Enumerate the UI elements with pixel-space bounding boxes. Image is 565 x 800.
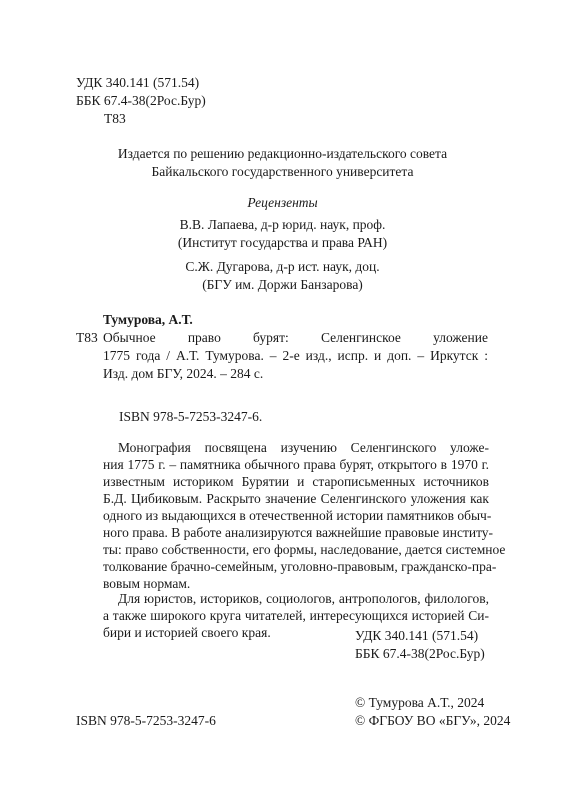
bbk-code: ББК 67.4-38(2Рос.Бур) — [76, 93, 206, 108]
bib-description — [103, 329, 488, 383]
abstract-line: Монография посвящена изучению Селенгинского уложе- — [118, 440, 489, 455]
reviewer-2-name: С.Ж. Дугарова, д-р ист. наук, доц. — [185, 259, 380, 274]
bib-line-2: 1775 года / А.Т. Тумурова. – 2-е изд., испр. и доп. – Иркутск : — [103, 348, 488, 363]
isbn-main: ISBN 978-5-7253-3247-6. — [119, 409, 263, 424]
abstract-line: ты: право собственности, его формы, наследование, дается системное — [103, 542, 506, 557]
abstract-line: Для юристов, историков, социологов, антропологов, филологов, — [118, 591, 489, 606]
copyright-publisher: © ФГБОУ ВО «БГУ», 2024 — [355, 713, 511, 728]
reviewers-heading: Рецензенты — [247, 195, 318, 210]
abstract-line: а также широкого круга читателей, интересующихся историей Си- — [103, 608, 489, 623]
publisher-note-line-2: Байкальского государственного университета — [151, 164, 414, 179]
abstract-line: ния 1775 г. – памятника обычного права бурят, открытого в 1970 г. — [103, 457, 489, 472]
bib-author: Тумурова, А.Т. — [103, 312, 193, 327]
bbk-code-repeat: ББК 67.4-38(2Рос.Бур) — [355, 646, 485, 661]
abstract-line: толкование брачно-семейным, уголовно-правовым, гражданско-пра- — [103, 559, 497, 574]
reviewer-1-name: В.В. Лапаева, д-р юрид. наук, проф. — [179, 217, 386, 232]
udk-code-repeat: УДК 340.141 (571.54) — [355, 628, 479, 643]
reviewer-1-affiliation: (Институт государства и права РАН) — [177, 235, 388, 250]
reviewer-2-affiliation: (БГУ им. Доржи Банзарова) — [202, 277, 363, 292]
abstract-line: бири и историей своего края. — [103, 625, 271, 640]
isbn-footer: ISBN 978-5-7253-3247-6 — [76, 713, 216, 728]
abstract-line: известным историком Бурятии и старописьменных источников — [103, 474, 489, 489]
bib-line-3: Изд. дом БГУ, 2024. – 284 с. — [103, 366, 264, 381]
publisher-note-line-1: Издается по решению редакционно-издательского совета — [117, 146, 448, 161]
abstract-line: Б.Д. Цибиковым. Раскрыто значение Селенгинского уложения как — [103, 491, 489, 506]
abstract-line: ного права. В работе анализируются важнейшие правовые институ- — [103, 525, 494, 540]
author-mark: Т83 — [104, 111, 126, 126]
abstract-line: вовым нормам. — [103, 576, 191, 591]
bib-line-1: Обычное право бурят: Селенгинское уложение — [103, 330, 488, 345]
abstract-line: одного из выдающихся в отечественной истории памятников обыч- — [103, 508, 492, 523]
copyright-author: © Тумурова А.Т., 2024 — [355, 695, 485, 710]
bib-mark: Т83 — [76, 330, 98, 345]
udk-code: УДК 340.141 (571.54) — [76, 75, 200, 90]
abstract-paragraph-1 — [103, 439, 506, 592]
